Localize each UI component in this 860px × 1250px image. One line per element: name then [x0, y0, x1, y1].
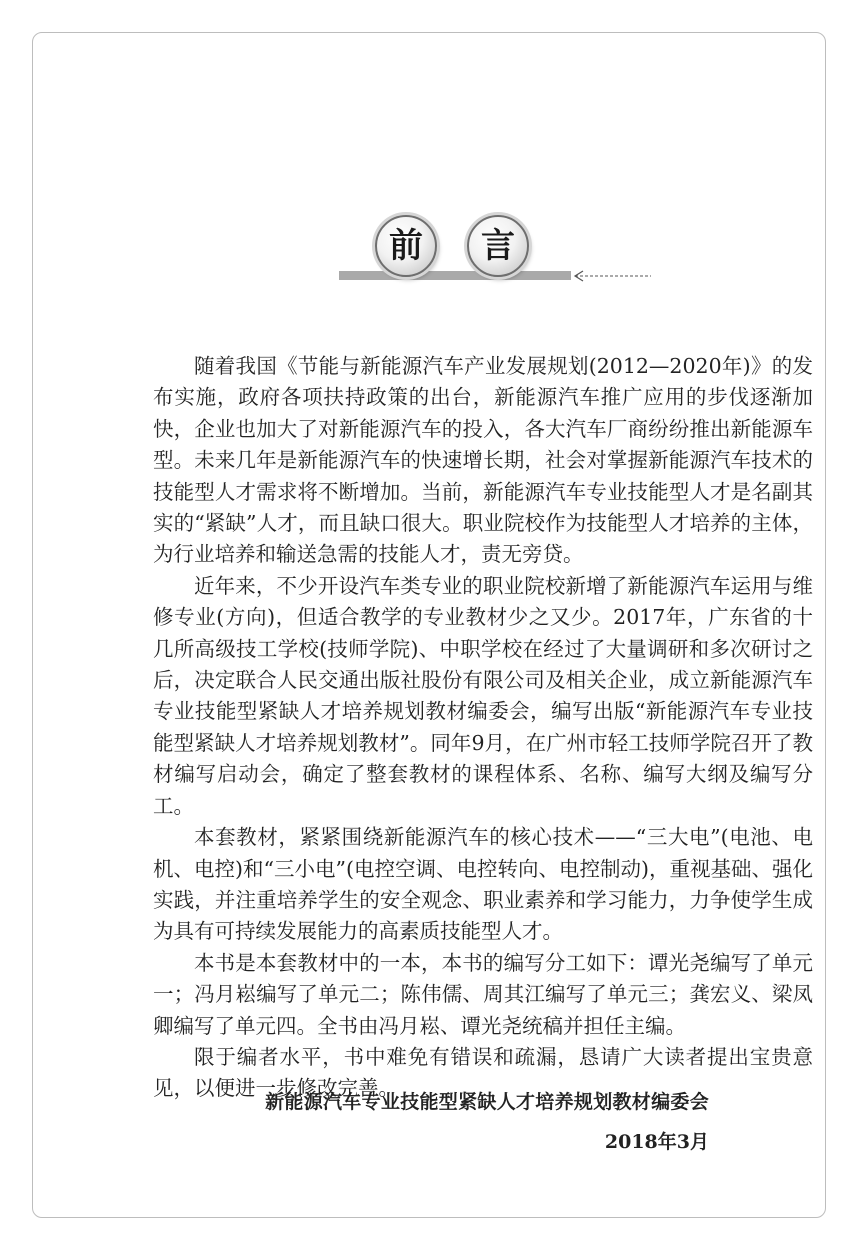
- paragraph-1: 随着我国《节能与新能源汽车产业发展规划(2012—2020年)》的发布实施，政府各项扶持政策的出台，新能源汽车推广应用的步伐逐渐加快，企业也加大了对新能源汽车的投入，各大汽车厂商纷纷推出新能源车型。未来几年是新能源汽车的快速增长期，社会对掌握新能源汽车技术的技能型人才需求将不断增加。当前，新能源汽车专业技能型人才是名副其实的“紧缺”人才，而且缺口很大。职业院校作为技能型人才培养的主体，为行业培养和输送急需的技能人才，责无旁贷。: [153, 354, 813, 567]
- preface-header: [333, 211, 653, 291]
- paragraph-3: 本套教材，紧紧围绕新能源汽车的核心技术——“三大电”(电池、电机、电控)和“三小电”(电控空调、电控转向、电控制动)，重视基础、强化实践，并注重培养学生的安全观念、职业素养和学习能力，力争使学生成为具有可持续发展能力的高素质技能型人才。: [153, 825, 813, 944]
- title-badge-2: [467, 215, 529, 277]
- title-char-1: 前: [389, 226, 423, 266]
- title-badge-1: [375, 215, 437, 277]
- preface-body: [153, 351, 813, 1105]
- signature-organization: 新能源汽车专业技能型紧缺人才培养规划教材编委会: [265, 1091, 709, 1113]
- signature-date: 2018年3月: [604, 1131, 709, 1153]
- paragraph-2: 近年来，不少开设汽车类专业的职业院校新增了新能源汽车运用与维修专业(方向)，但适合教学的专业教材少之又少。2017年，广东省的十几所高级技工学校(技师学院)、中职学校在经过了大量调研和多次研讨之后，决定联合人民交通出版社股份有限公司及相关企业，成立新能源汽车专业技能型紧缺人才培养规划教材编委会，编写出版“新能源汽车专业技能型紧缺人才培养规划教材”。同年9月，在广州市轻工技师学院召开了教材编写启动会，确定了整套教材的课程体系、名称、编写大纲及编写分工。: [153, 573, 813, 818]
- paragraph-4: 本书是本套教材中的一本，本书的编写分工如下：谭光尧编写了单元一；冯月崧编写了单元二；陈伟儒、周其江编写了单元三；龚宏义、梁凤卿编写了单元四。全书由冯月崧、谭光尧统稿并担任主编。: [153, 950, 813, 1038]
- arrow-left-icon: [571, 269, 651, 283]
- document-page: [32, 32, 826, 1218]
- paragraph-5: 限于编者水平，书中难免有错误和疏漏，恳请广大读者提出宝贵意见，以便进一步修改完善。: [153, 1044, 813, 1101]
- header-underline-bar: [339, 271, 571, 280]
- title-char-2: 言: [481, 226, 515, 266]
